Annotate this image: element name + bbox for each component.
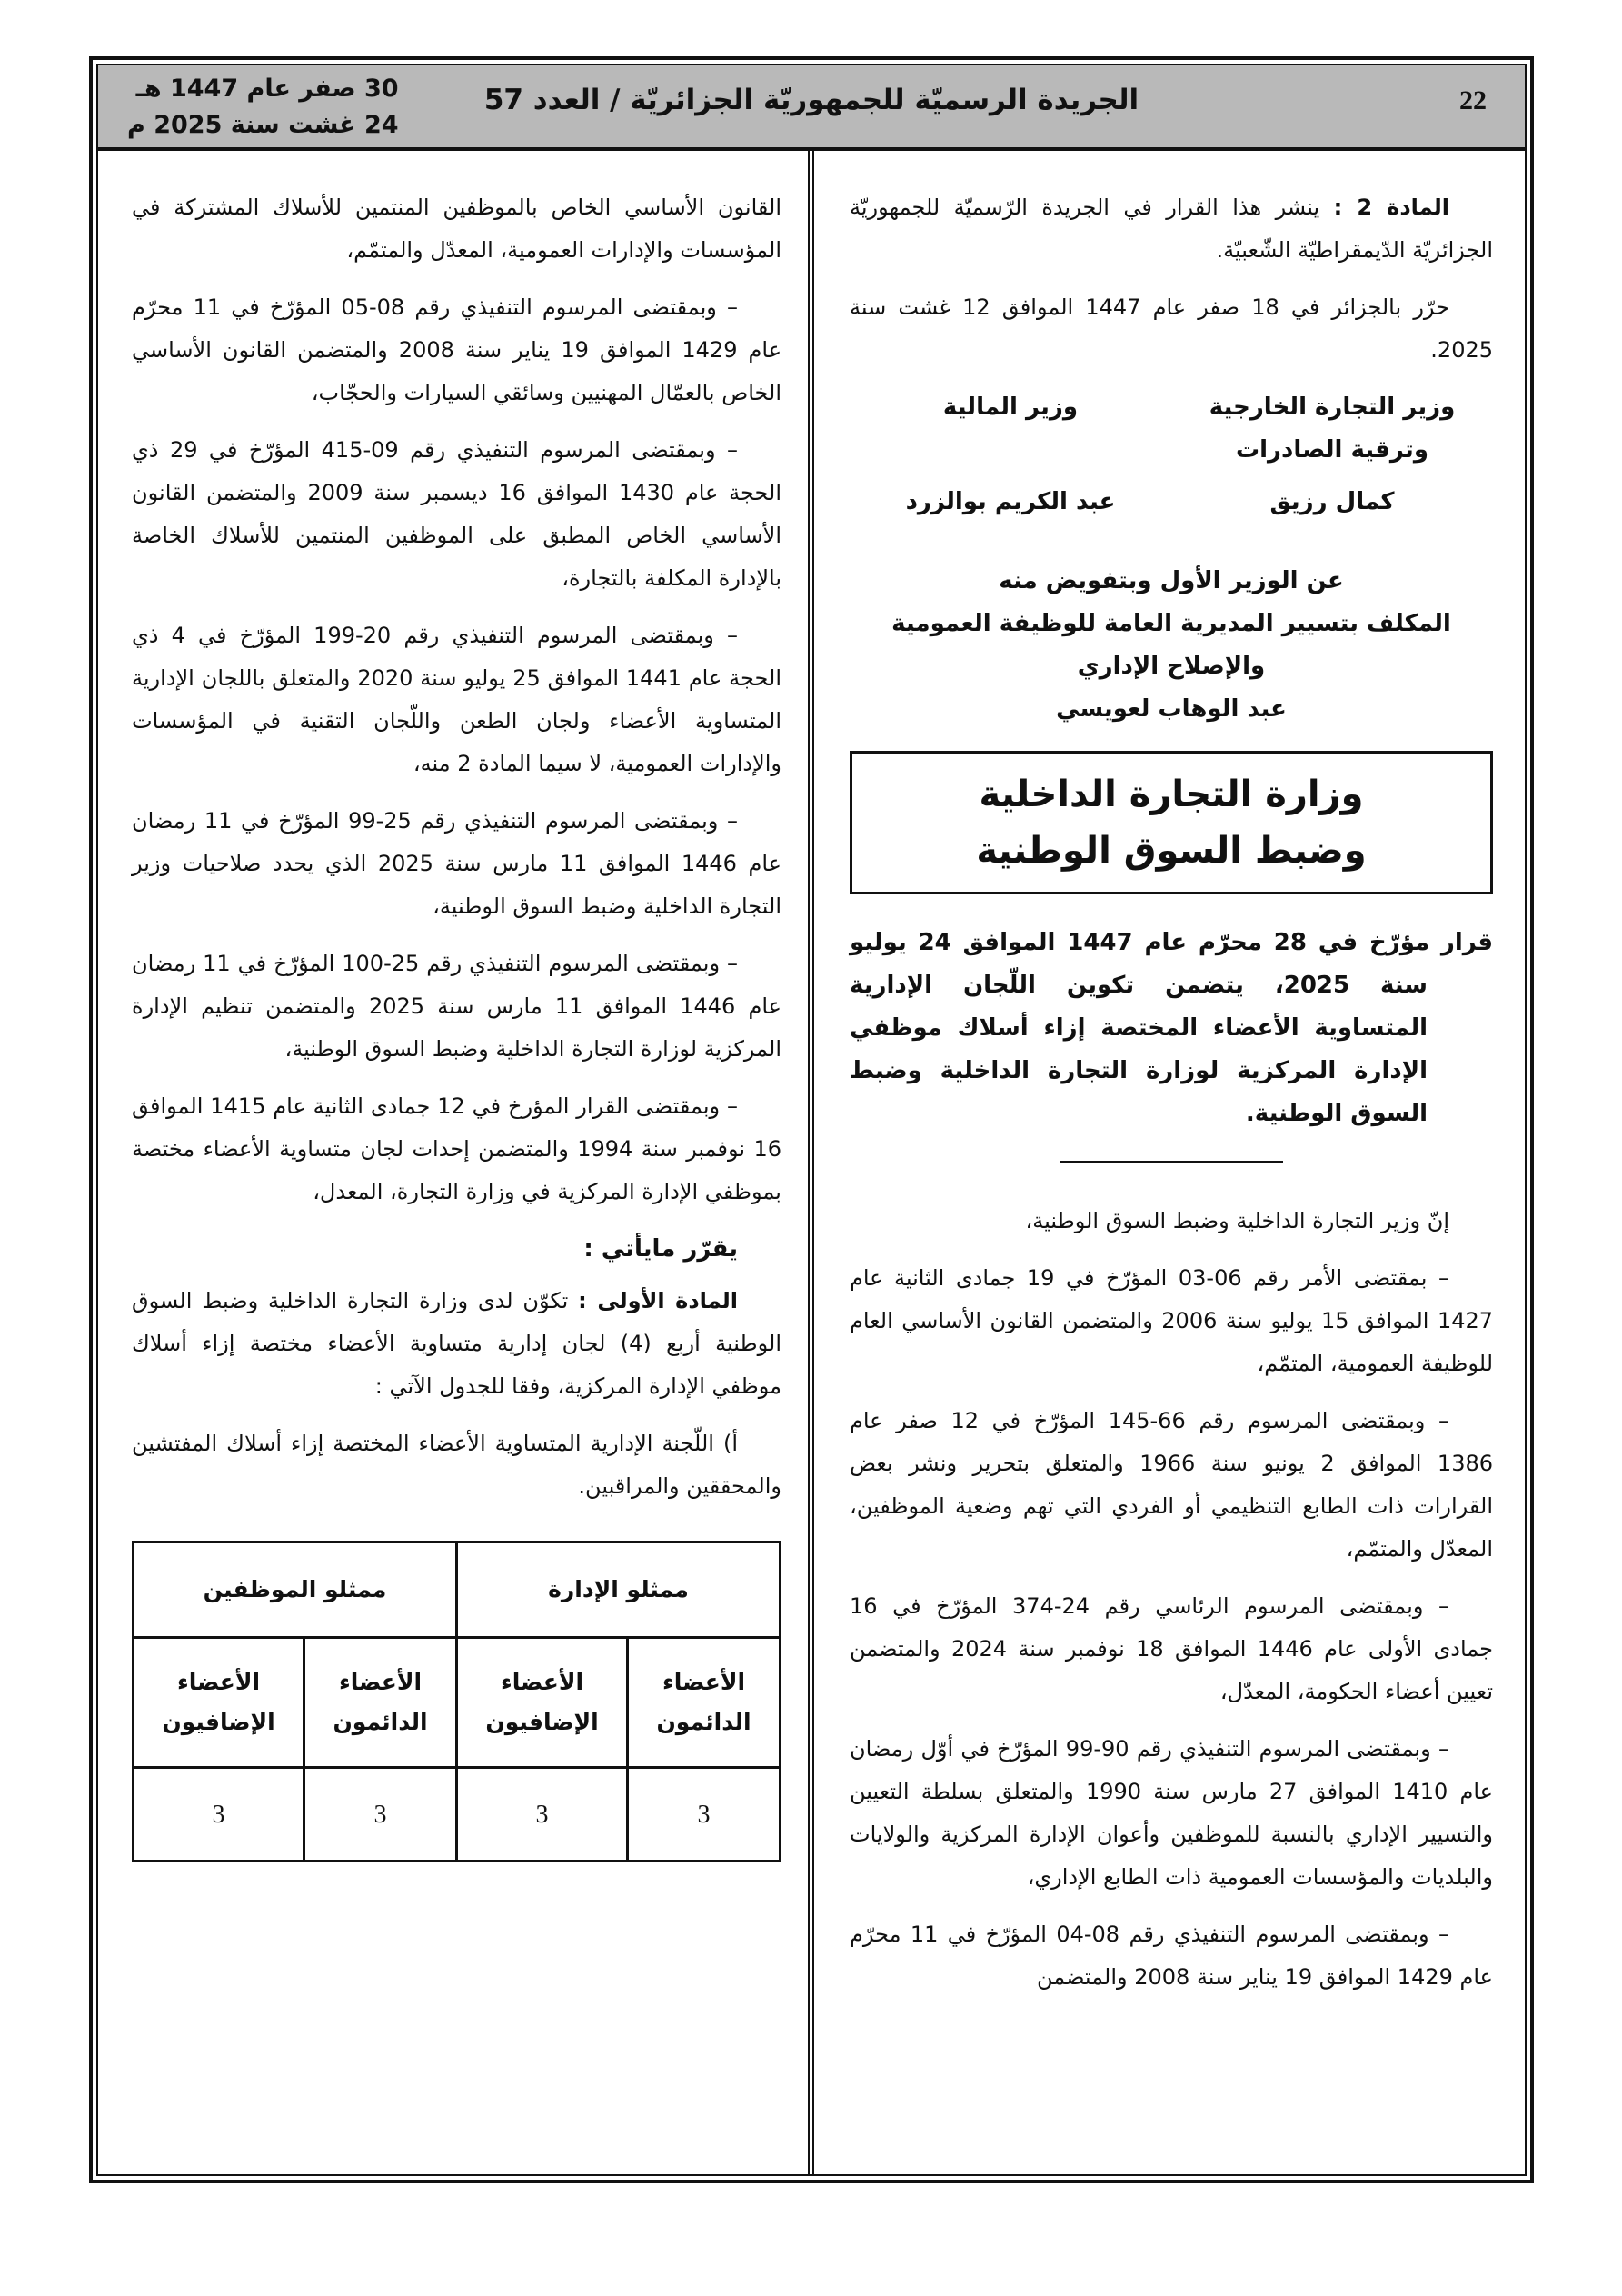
signature-title: وزير التجارة الخارجية وترقية الصادرات: [1209, 394, 1456, 464]
visa-paragraph: – وبمقتضى المرسوم الرئاسي رقم 24-374 المؤرّخ في 16 جمادى الأولى عام 1446 الموافق 18 نوفمبر سنة 2024 والمتضمن تعيين أعضاء الحكومة، المعدّل،: [850, 1593, 1493, 1704]
table-cell: 3: [628, 1768, 781, 1862]
group-header-employees: ممثلو الموظفين: [134, 1542, 457, 1638]
delegation-signature: [850, 560, 1493, 731]
article-1-label: المادة الأولى :: [578, 1288, 739, 1313]
visa-paragraph: – وبمقتضى المرسوم التنفيذي رقم 08-04 المؤرّخ في 11 محرّم عام 1429 الموافق 19 يناير سنة 2008 والمتضمن: [850, 1922, 1493, 1990]
signature-finance: [850, 386, 1171, 524]
signature-name: عبد الكريم بوالزرد: [905, 488, 1116, 515]
right-column: [850, 186, 1493, 2013]
preamble: إنّ وزير التجارة الداخلية وضبط السوق الوطنية،: [1025, 1208, 1449, 1233]
visa-paragraph: – وبمقتضى المرسوم التنفيذي رقم 25-99 المؤرّخ في 11 رمضان عام 1446 الموافق 11 مارس سنة 2025 الذي يحدد صلاحيات وزير التجارة الداخلية وضبط السوق الوطنية،: [132, 808, 781, 919]
visa-paragraph: – وبمقتضى القرار المؤرخ في 12 جمادى الثانية عام 1415 الموافق 16 نوفمبر سنة 1994 والمتضمن إحدات لجان متساوية الأعضاء مختصة بموظفي الإدارة المركزية في وزارة التجارة، المعدل،: [132, 1093, 781, 1204]
visa-paragraph: – وبمقتضى المرسوم التنفيذي رقم 08-05 المؤرّخ في 11 محرّم عام 1429 الموافق 19 يناير سنة 2008 والمتضمن القانون الأساسي الخاص بالعمّال المهنيين وسائقي السيارات والحجّاب،: [132, 294, 782, 405]
signature-foreign-trade: [1171, 386, 1493, 524]
separator-line: [1060, 1161, 1283, 1163]
table-cell: 3: [457, 1768, 628, 1862]
article-1-text: تكوّن لدى وزارة التجارة الداخلية وضبط السوق الوطنية أربع (4) لجان إدارية متساوية الأعضاء مختصة إزاء أسلاك موظفي الإدارة المركزية، وفقا للجدول الآتي :: [132, 1288, 781, 1399]
delegation-name: عبد الوهاب لعويسي: [1056, 695, 1287, 723]
visa-paragraph: – وبمقتضى المرسوم التنفيذي رقم 90-99 المؤرّخ في أوّل رمضان عام 1410 الموافق 27 مارس سنة 1990 والمتعلق بسلطة التعيين والتسيير الإداري بالنسبة للموظفين وأعوان الإدارة المركزية والولايات والبلديات والمؤسسات العمومية ذات الطابع الإداري،: [850, 1736, 1493, 1890]
decides-heading: يقرّر مايأتي :: [583, 1235, 738, 1263]
date-gregorian: 24 غشت سنة 2025 م: [127, 111, 399, 139]
subheader-alternate: الأعضاء الإضافيون: [457, 1638, 628, 1768]
subheader-permanent: الأعضاء الدائمون: [304, 1638, 457, 1768]
committee-table: [132, 1541, 781, 1862]
table-cell: 3: [304, 1768, 457, 1862]
table-row: [134, 1768, 781, 1862]
article-2-text: ينشر هذا القرار في الجريدة الرّسميّة للجمهوريّة الجزائريّة الدّيمقراطيّة الشّعبيّة.: [850, 195, 1493, 263]
table-cell: 3: [134, 1768, 304, 1862]
page-header: [98, 65, 1525, 151]
visa-paragraph: – وبمقتضى المرسوم التنفيذي رقم 25-100 المؤرّخ في 11 رمضان عام 1446 الموافق 11 مارس سنة 2025 والمتضمن تنظيم الإدارة المركزية لوزارة التجارة الداخلية وضبط السوق الوطنية،: [132, 951, 781, 1062]
subheader-permanent: الأعضاء الدائمون: [628, 1638, 781, 1768]
visa-paragraph: – وبمقتضى المرسوم التنفيذي رقم 09-415 المؤرّخ في 29 ذي الحجة عام 1430 الموافق 16 ديسمبر سنة 2009 والمتضمن القانون الأساسي الخاص المطبق على الموظفين المنتمين للأسلاك الخاصة بالإدارة المكلفة بالتجارة،: [132, 437, 781, 591]
column-divider: [808, 151, 814, 2176]
delegation-line: عن الوزير الأول وبتفويض منه: [999, 567, 1344, 594]
issue-date: [127, 71, 399, 144]
signature-title: وزير المالية: [942, 394, 1079, 421]
group-header-administration: ممثلو الإدارة: [457, 1542, 781, 1638]
visa-paragraph: – وبمقتضى المرسوم التنفيذي رقم 20-199 المؤرّخ في 4 ذي الحجة عام 1441 الموافق 25 يوليو سنة 2020 والمتعلق باللجان الإدارية المتساوية الأعضاء ولجان الطعن واللّجان التقنية في المؤسسات والإدارات العمومية، لا سيما المادة 2 منه،: [132, 623, 782, 776]
signatures: [850, 386, 1493, 524]
gazette-title: الجريدة الرسميّة للجمهوريّة الجزائريّة / العدد 57: [483, 84, 1139, 116]
delegation-line: والإصلاح الإداري: [1077, 653, 1266, 680]
signature-name: كمال رزيق: [1269, 488, 1395, 515]
done-at: حرّر بالجزائر في 18 صفر عام 1447 الموافق 12 غشت سنة 2025.: [850, 294, 1493, 363]
decision-title: قرار مؤرّخ في 28 محرّم عام 1447 الموافق 24 يوليو سنة 2025، يتضمن تكوين اللّجان الإدارية المتساوية الأعضاء المختصة إزاء أسلاك موظفي الإدارة المركزية لوزارة التجارة الداخلية وضبط السوق الوطنية.: [850, 929, 1494, 1127]
article-2: [850, 186, 1493, 272]
article-1: [132, 1280, 781, 1408]
delegation-line: المكلف بتسيير المديرية العامة للوظيفة العمومية: [891, 610, 1451, 637]
table-header-row: [134, 1542, 781, 1638]
date-hijri: 30 صفر عام 1447 هـ: [135, 75, 399, 103]
continuation-paragraph: القانون الأساسي الخاص بالموظفين المنتمين للأسلاك المشتركة في المؤسسات والإدارات العمومية، المعدّل والمتمّم،: [132, 195, 781, 263]
ministry-heading-line: وضبط السوق الوطنية: [976, 830, 1367, 872]
ministry-heading-line: وزارة التجارة الداخلية: [979, 774, 1364, 815]
item-a: أ) اللّجنة الإدارية المتساوية الأعضاء المختصة إزاء أسلاك المفتشين والمحققين والمراقبين.: [132, 1431, 781, 1499]
ministry-heading-box: [850, 751, 1493, 894]
article-2-label: المادة 2 :: [1333, 195, 1450, 220]
left-column: [132, 186, 781, 1862]
page-number: 22: [1459, 85, 1487, 115]
visa-paragraph: – وبمقتضى المرسوم رقم 66-145 المؤرّخ في 12 صفر عام 1386 الموافق 2 يونيو سنة 1966 والمتعلق بتحرير ونشر بعض القرارات ذات الطابع التنظيمي أو الفردي التي تهم وضعية الموظفين، المعدّل والمتمّم،: [850, 1408, 1493, 1562]
subheader-alternate: الأعضاء الإضافيون: [134, 1638, 304, 1768]
visa-paragraph: – بمقتضى الأمر رقم 06-03 المؤرّخ في 19 جمادى الثانية عام 1427 الموافق 15 يوليو سنة 2006 والمتضمن القانون الأساسي العام للوظيفة العمومية، المتمّم،: [850, 1265, 1494, 1376]
table-subheader-row: [134, 1638, 781, 1768]
